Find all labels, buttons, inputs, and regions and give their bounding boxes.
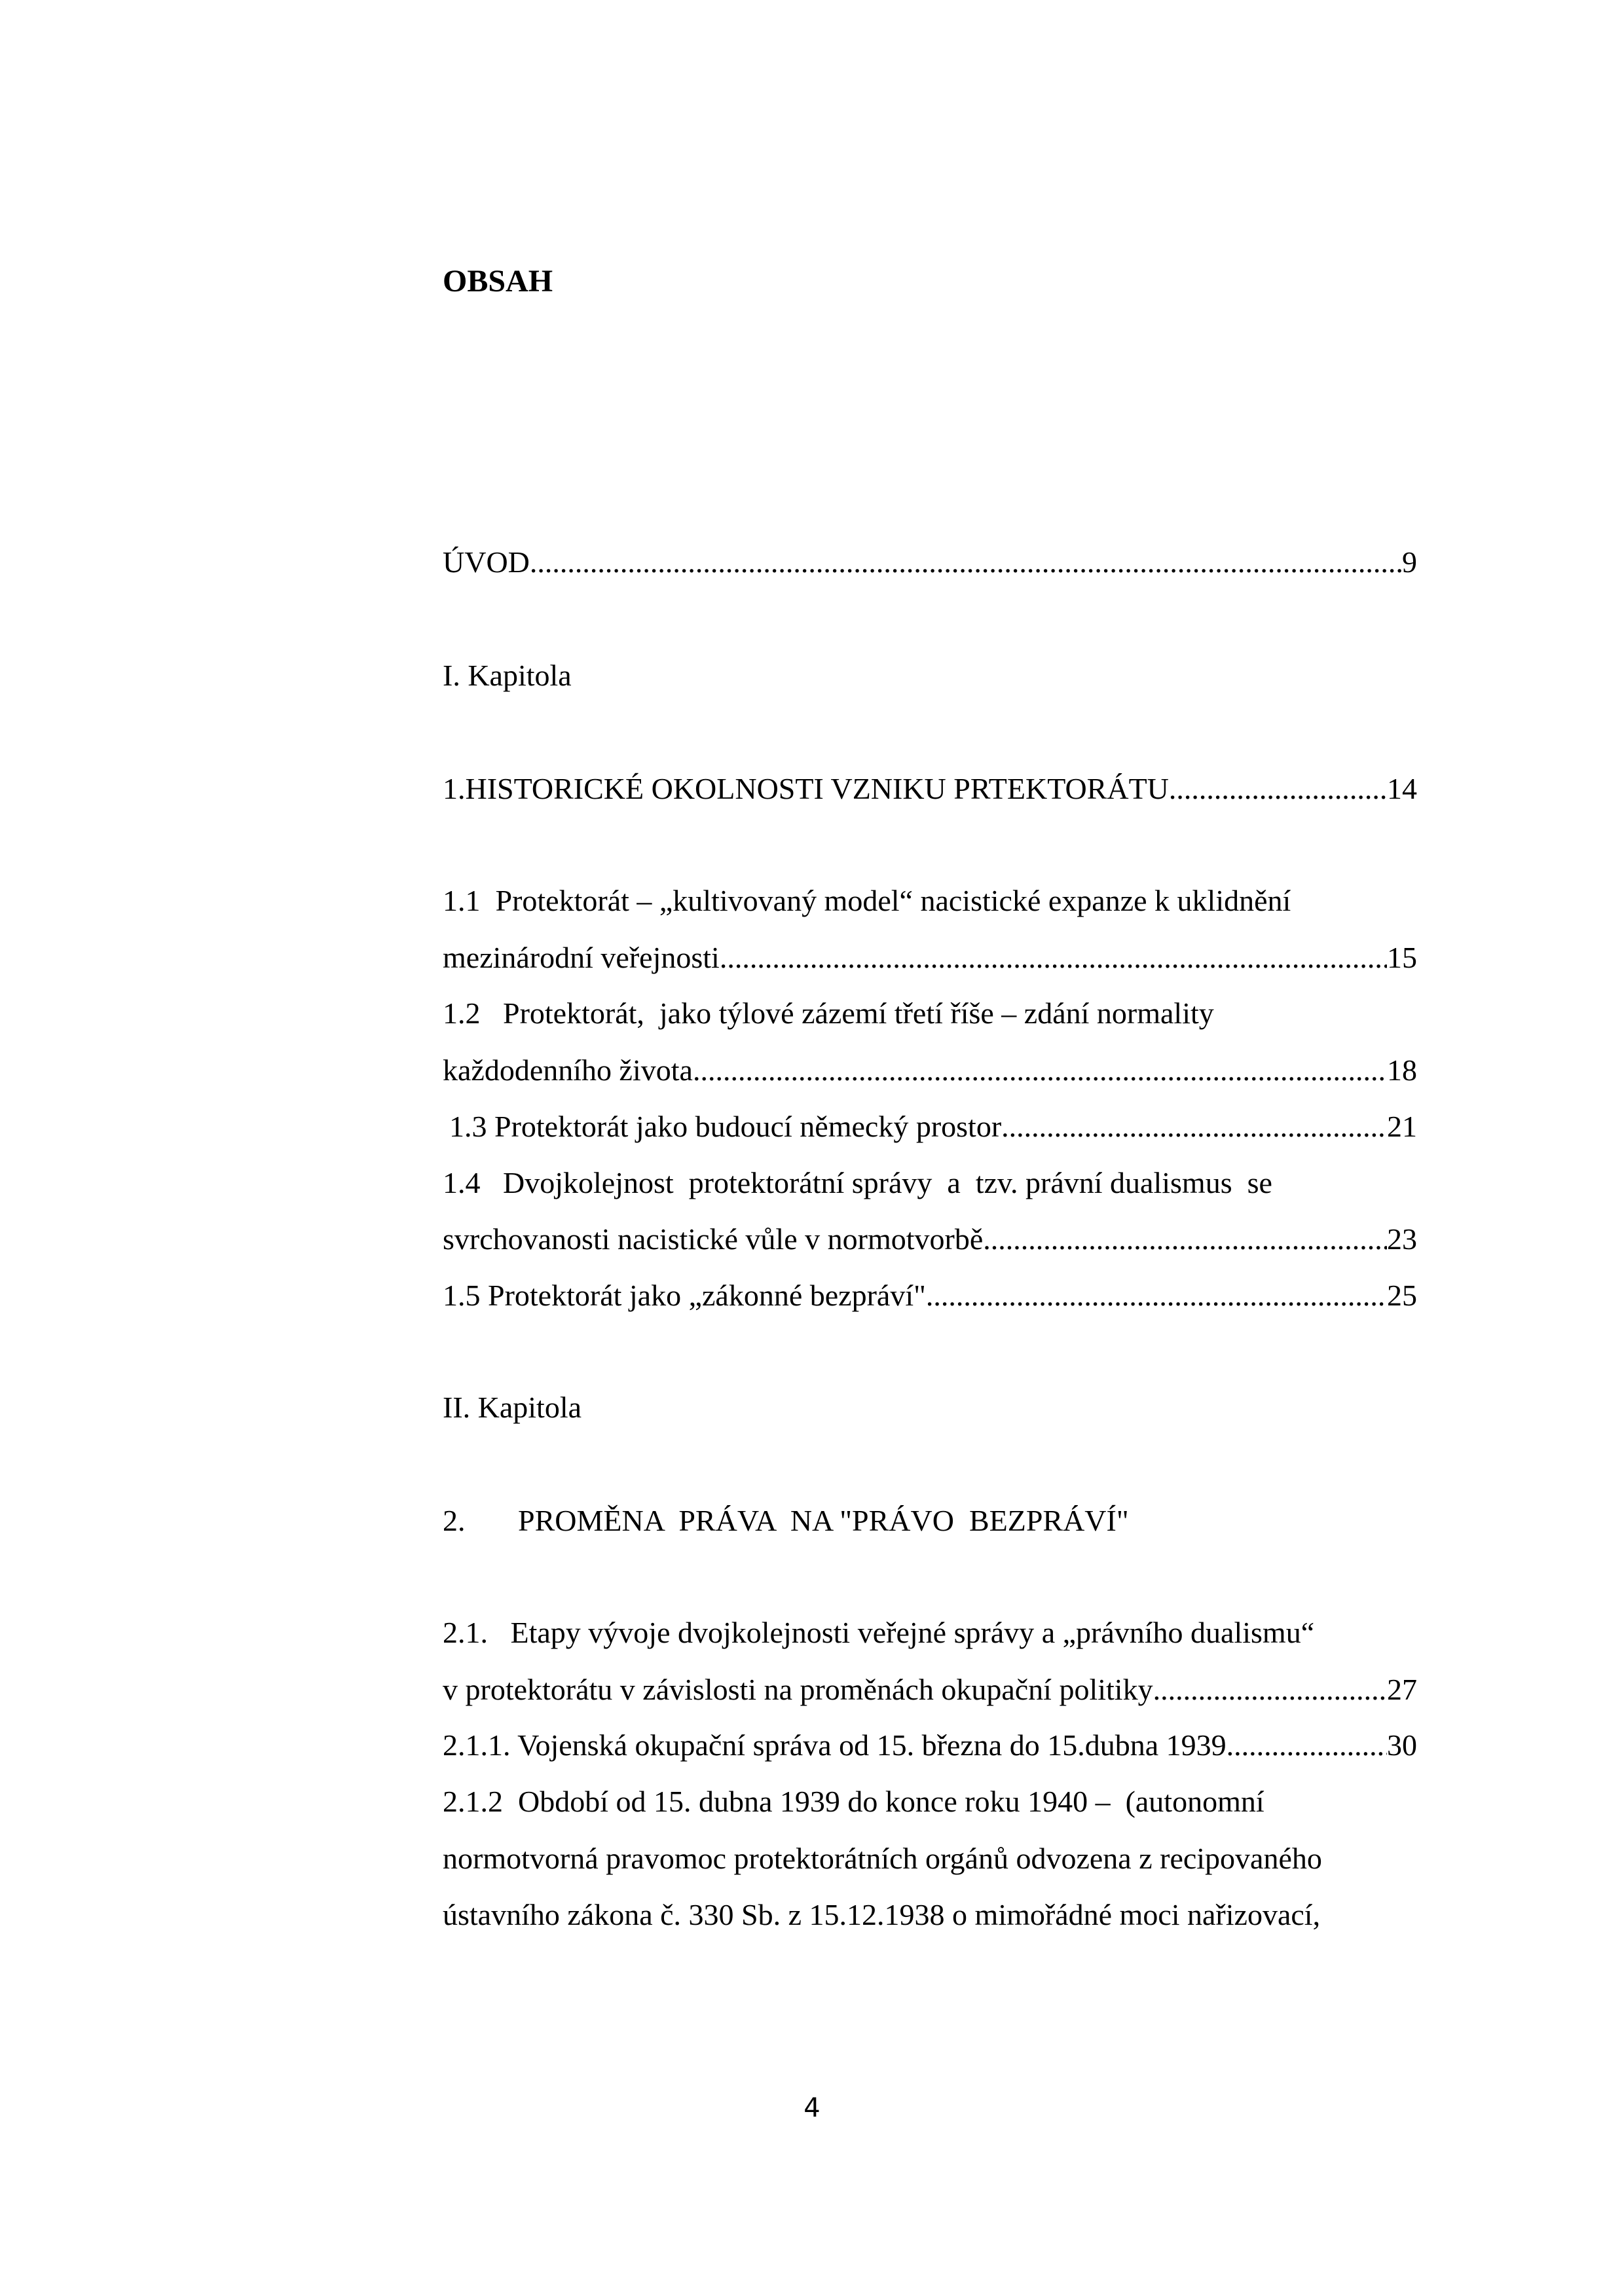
toc-leader-dots: [983, 1220, 1387, 1258]
chapter-label-1: I. Kapitola: [443, 659, 572, 692]
toc-entry-title: 2.1.1. Vojenská okupační správa od 15. března do 15.dubna 1939: [443, 1728, 1227, 1762]
toc-entry-title: 1.3 Protektorát jako budoucí německý prostor: [449, 1110, 1002, 1143]
toc-leader-dots: [1169, 770, 1387, 808]
toc-entry-page: 9: [1402, 545, 1417, 579]
toc-entry-1-4: [443, 1220, 1417, 1258]
toc-entry-chapter-1: [443, 770, 1417, 808]
toc-entry-page: 21: [1387, 1110, 1417, 1143]
toc-leader-dots: [948, 1277, 1387, 1315]
toc-entry-page: 25: [1387, 1279, 1417, 1312]
toc-entry-title: 1.HISTORICKÉ OKOLNOSTI VZNIKU PRTEKTORÁTU: [443, 772, 1169, 805]
toc-entry-title: ÚVOD: [443, 545, 530, 579]
toc-entry-chapter-2: 2. PROMĚNA PRÁVA NA "PRÁVO BEZPRÁVÍ": [443, 1504, 1129, 1537]
toc-entry-1-2: [443, 1051, 1417, 1089]
toc-entry-title: v protektorátu v závislosti na proměnách okupační politiky: [443, 1673, 1153, 1706]
toc-entry-2-1-1: [443, 1726, 1417, 1764]
toc-entry-page: 23: [1387, 1222, 1417, 1256]
toc-entry-title: svrchovanosti nacistické vůle v normotvorbě: [443, 1222, 984, 1256]
toc-leader-dots: [1153, 1671, 1387, 1709]
toc-leader-dots: [530, 543, 1402, 581]
toc-heading: OBSAH: [443, 264, 553, 299]
toc-entry-1-5: [443, 1277, 1417, 1315]
toc-entry-title: 1.5 Protektorát jako „zákonné bezpráví"...: [443, 1279, 949, 1312]
toc-leader-dots: [720, 939, 1387, 977]
toc-entry-uvod: [443, 543, 1417, 581]
toc-entry-2-1-2-line1: 2.1.2 Období od 15. dubna 1939 do konce roku 1940 – (autonomní: [443, 1785, 1264, 1818]
toc-entry-page: 27: [1387, 1673, 1417, 1706]
page-number: 4: [803, 2093, 821, 2123]
toc-entry-2-1-2-line3: ústavního zákona č. 330 Sb. z 15.12.1938 o mimořádné moci nařizovací,: [443, 1898, 1321, 1931]
toc-entry-1-1-line1: 1.1 Protektorát – „kultivovaný model“ nacistické expanze k uklidnění: [443, 884, 1291, 917]
toc-entry-2-1-line1: 2.1. Etapy vývoje dvojkolejnosti veřejné správy a „právního dualismu“: [443, 1616, 1315, 1649]
toc-leader-dots: [1001, 1108, 1387, 1146]
toc-entry-title: mezinárodní veřejnosti: [443, 941, 720, 974]
toc-entry-page: 15: [1387, 941, 1417, 974]
toc-entry-1-3: [449, 1108, 1417, 1146]
chapter-label-2: II. Kapitola: [443, 1391, 582, 1424]
toc-entry-1-1: [443, 939, 1417, 977]
toc-leader-dots: [1227, 1726, 1387, 1764]
toc-entry-title: každodenního života: [443, 1053, 693, 1087]
toc-entry-1-2-line1: 1.2 Protektorát, jako týlové zázemí třetí říše – zdání normality: [443, 996, 1214, 1030]
toc-entry-2-1-2-line2: normotvorná pravomoc protektorátních orgánů odvozena z recipovaného: [443, 1842, 1322, 1875]
toc-entry-page: 30: [1387, 1728, 1417, 1762]
toc-entry-page: 18: [1387, 1053, 1417, 1087]
toc-leader-dots: [693, 1051, 1387, 1089]
toc-entry-1-4-line1: 1.4 Dvojkolejnost protektorátní správy a tzv. právní dualismus se: [443, 1166, 1272, 1199]
toc-entry-2-1: [443, 1671, 1417, 1709]
toc-entry-page: 14: [1387, 772, 1417, 805]
